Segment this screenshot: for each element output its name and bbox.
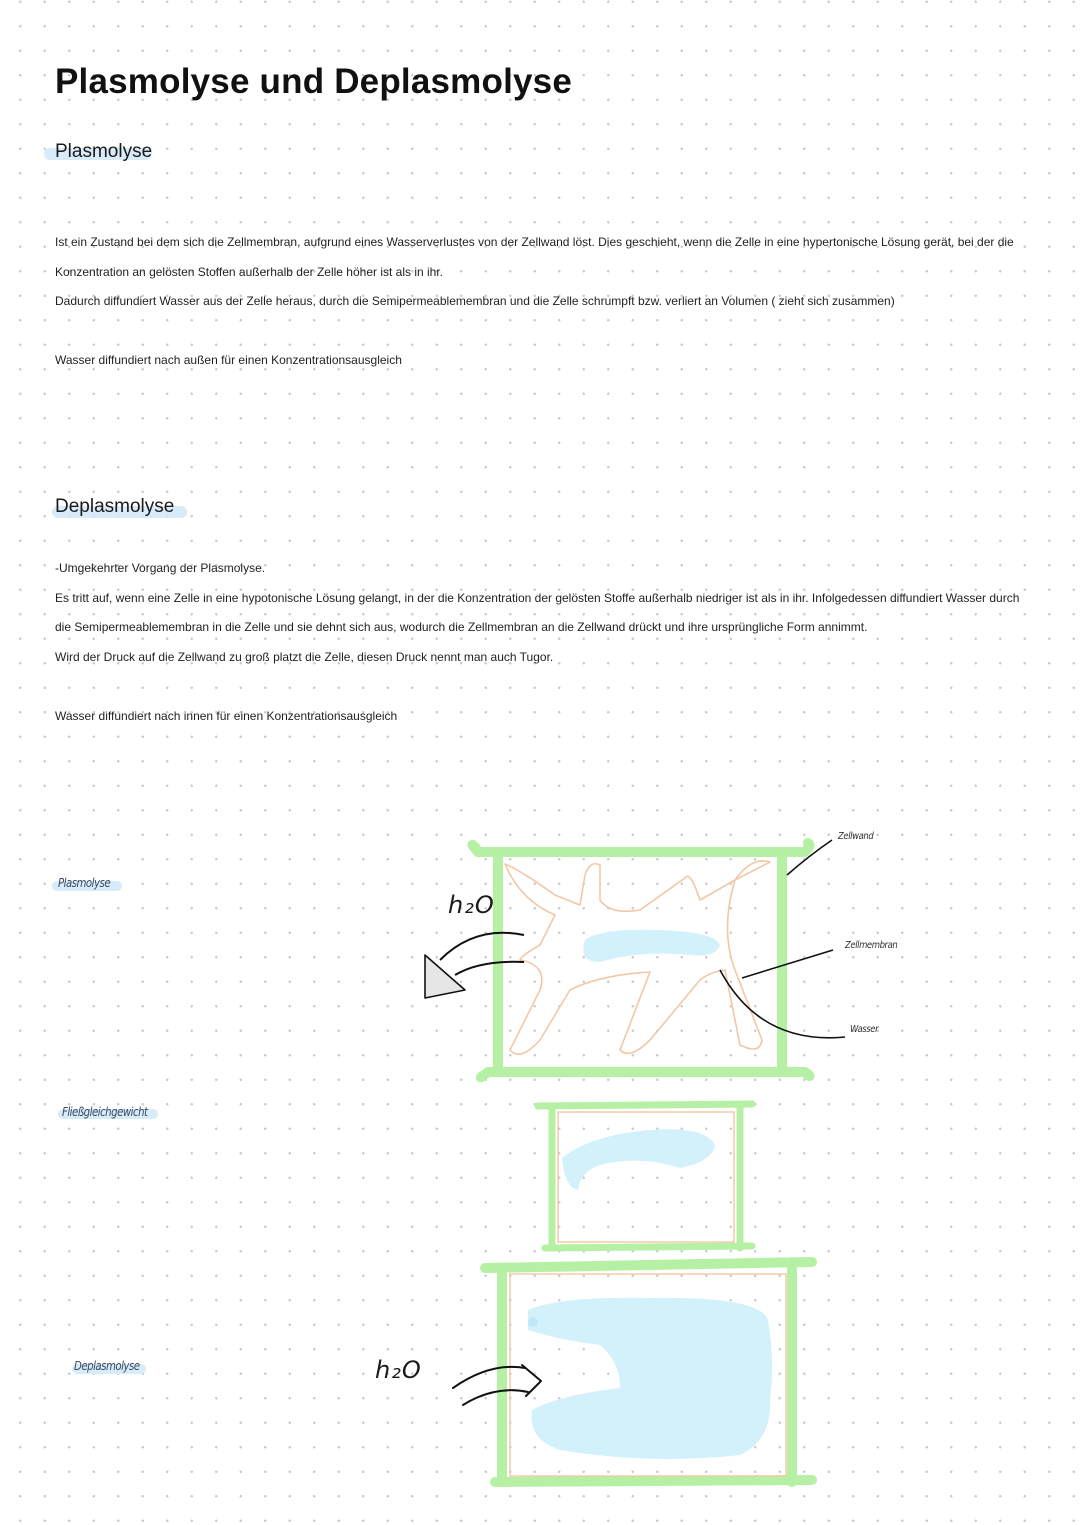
cell-plasmolyse: [425, 840, 845, 1077]
plasmolyse-line: Ist ein Zustand bei dem sich die Zellmembran, aufgrund eines Wasserverlustes von der Zellwand löst. Dies geschieht, wenn die Zelle in eine hypertonische Lösung gerät, bei der die: [55, 235, 1014, 249]
deplasmolyse-line: -Umgekehrter Vorgang der Plasmolyse.: [55, 561, 266, 575]
h2o-label-top: h₂O: [448, 891, 495, 919]
plasmolyse-note: Wasser diffundiert nach außen für einen Konzentrationsausgleich: [55, 353, 402, 367]
deplasmolyse-note: Wasser diffundiert nach innen für einen Konzentrationsausgleich: [55, 709, 398, 723]
annotation-wasser: Wasser: [850, 1024, 879, 1035]
plasmolyse-line: Dadurch diffundiert Wasser aus der Zelle heraus, durch die Semipermeablemembran und die Zelle schrumpft bzw. verliert an Volumen ( zieht sich zusammen): [55, 294, 895, 309]
deplasmolyse-line: die Semipermeablemembran in die Zelle und sie dehnt sich aus, wodurch die Zellmembran an die Zellwand drückt und ihre ursprüngliche Form annimmt.: [55, 620, 868, 635]
deplasmolyse-line: Es tritt auf, wenn eine Zelle in eine hypotonische Lösung gelangt, in der die Konzentration der gelösten Stoffe außerhalb niedriger ist als in ihr. Infolgedessen diffundiert Wasser durch: [55, 590, 1020, 605]
deplasmolyse-line: Wird der Druck auf die Zellwand zu groß platzt die Zelle, diesen Druck nennt man auch Tugor.: [55, 650, 554, 665]
section-heading-deplasmolyse: Deplasmolyse: [55, 496, 175, 517]
annotation-zellmembran: Zellmembran: [845, 940, 898, 951]
water-vacuole: [528, 1298, 772, 1459]
section-heading-plasmolyse: Plasmolyse: [55, 141, 153, 162]
plasmolyse-line: Konzentration an gelösten Stoffen außerhalb der Zelle höher ist als in ihr.: [55, 264, 444, 279]
cell-fliessgleichgewicht: [538, 1104, 752, 1248]
sketch-label-fliessgleichgewicht: Fließgleichgewicht: [62, 1105, 148, 1119]
annotation-zellwand: Zellwand: [838, 831, 874, 842]
outflow-arrow-line: [440, 933, 524, 975]
h2o-label-bottom: h₂O: [375, 1356, 422, 1384]
water-vacuole: [562, 1129, 715, 1190]
zellmembran-pointer: [742, 950, 833, 978]
sketch-label-deplasmolyse: Deplasmolyse: [74, 1359, 140, 1373]
sketch-label-plasmolyse: Plasmolyse: [58, 876, 111, 890]
water-dot: [528, 1317, 538, 1327]
plasma-membrane: [505, 861, 770, 1054]
page-title: Plasmolyse und Deplasmolyse: [55, 62, 573, 101]
outflow-arrow-head: [425, 955, 465, 998]
water-vacuole: [583, 930, 720, 962]
cell-deplasmolyse: [453, 1262, 812, 1482]
